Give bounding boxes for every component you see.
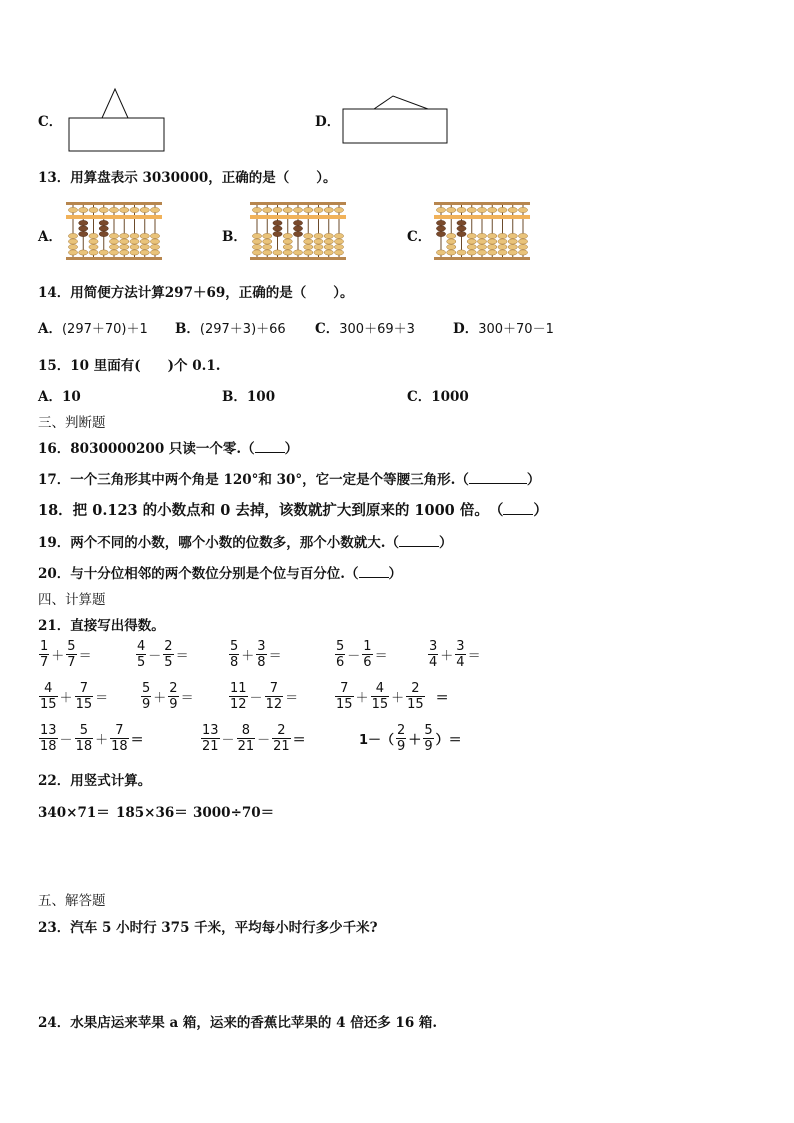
fraction: $\frac{5}{6}$ [336, 639, 345, 670]
answer-blank[interactable] [469, 471, 527, 484]
section-4-title: 四、计算题 [38, 592, 106, 608]
option-c-label[interactable]: C． [38, 114, 63, 130]
q14-option-c[interactable] [315, 317, 415, 337]
question-19 [38, 531, 453, 551]
fraction: $\frac{5}{7}$ [67, 639, 76, 670]
question-14: 14．用简便方法计算297＋69，正确的是（ ）。 [38, 285, 354, 301]
fraction: $\frac{4}{5}$ [137, 639, 146, 670]
question-23: 23．汽车 5 小时行 375 千米，平均每小时行多少千米? [38, 920, 378, 936]
fraction-expr-r1-5 [427, 639, 482, 670]
fraction: $\frac{13}{21}$ [202, 723, 219, 754]
fraction: $\frac{5}{18}$ [75, 723, 93, 754]
fraction-expr-r2-2 [140, 681, 195, 712]
operator: ＋ [440, 649, 454, 664]
q22-item-2: 185×36＝ [116, 805, 188, 821]
fraction: $\frac{3}{4}$ [456, 639, 465, 670]
equals-sign: ＝ [180, 691, 194, 706]
question-17-text: 17．一个三角形其中两个角是 120°和 30°，它一定是个等腰三角形.（ [38, 472, 469, 488]
q22-item-1: 340×71＝ [38, 805, 110, 821]
fraction-expr-r3-3: 1－（ $\frac{2}{9}$ ＋ $\frac{5}{9}$ ）＝ [359, 723, 462, 754]
fraction: $\frac{7}{18}$ [111, 723, 128, 754]
fraction: $\frac{1}{6}$ [363, 639, 372, 670]
fraction: $\frac{4}{15}$ [40, 681, 57, 712]
fraction: $\frac{5}{9}$ [424, 723, 433, 754]
answer-blank[interactable] [399, 534, 439, 547]
operator: ＋ [59, 691, 73, 706]
fraction: $\frac{2}{9}$ [169, 681, 178, 712]
q14-option-b[interactable] [175, 317, 286, 337]
question-16-text: 16．8030000200 只读一个零.（ [38, 441, 255, 457]
answer-blank[interactable] [503, 502, 533, 515]
q15-option-b[interactable]: B．100 [222, 389, 276, 405]
equals-sign: ＝ [95, 691, 109, 706]
fraction: $\frac{2}{21}$ [273, 723, 290, 754]
answer-blank[interactable] [359, 565, 389, 578]
fraction: $\frac{2}{5}$ [164, 639, 173, 670]
option-d-shape [340, 93, 450, 147]
fraction: $\frac{5}{9}$ [142, 681, 151, 712]
equals-sign: ＝ [78, 649, 92, 664]
question-20 [38, 562, 402, 582]
operator: － [148, 649, 162, 664]
q13-option-c-label[interactable]: C． [407, 229, 432, 245]
question-22: 22．用竖式计算。 [38, 773, 152, 789]
fraction: $\frac{11}{12}$ [230, 681, 247, 712]
question-19-text: 19．两个不同的小数，哪个小数的位数多，那个小数就大.（ [38, 535, 399, 551]
fraction: $\frac{5}{8}$ [230, 639, 239, 670]
abacus-b [250, 200, 346, 262]
q14-option-a[interactable] [38, 317, 148, 337]
equals-sign: ＝ [175, 649, 189, 664]
question-18 [38, 499, 548, 520]
q14-option-a-expr: (297＋70)＋1 [61, 322, 148, 337]
question-24: 24．水果店运来苹果 a 箱，运来的香蕉比苹果的 4 倍还多 16 箱. [38, 1015, 438, 1031]
q14-option-a-label: A． [38, 321, 62, 337]
equals-sign: ＝ [268, 649, 282, 664]
close-paren: ） [533, 502, 548, 519]
q14-option-c-label: C． [315, 321, 340, 337]
operator: － [249, 691, 263, 706]
question-16 [38, 437, 298, 457]
equals-sign: ＝ [467, 649, 481, 664]
abacus-c [434, 200, 530, 262]
equals-sign: ＝ [285, 691, 299, 706]
fraction: $\frac{7}{15}$ [75, 681, 93, 712]
operator: ＋ [51, 649, 65, 664]
fraction-expr-r3-1: $\frac{13}{18}$ － $\frac{5}{18}$ ＋ $\frac{7}{18}$ ＝ [40, 723, 144, 754]
close-paren: ） [284, 441, 299, 457]
q22-item-3: 3000÷70＝ [193, 805, 275, 821]
fraction-expr-r1-2 [135, 639, 190, 670]
close-paren: ） [439, 535, 453, 551]
q14-option-d[interactable] [453, 317, 554, 337]
operator: － [347, 649, 361, 664]
option-c-shape [66, 86, 166, 154]
fraction: $\frac{2}{15}$ [407, 681, 424, 712]
abacus-a [66, 200, 162, 262]
q15-option-a[interactable]: A．10 [38, 389, 81, 405]
close-paren: ） [388, 566, 402, 582]
q13-option-a-label[interactable]: A． [38, 229, 62, 245]
q13-option-b-label[interactable]: B． [222, 229, 247, 245]
q14-option-c-expr: 300＋69＋3 [339, 322, 415, 337]
operator: ＋ [153, 691, 167, 706]
close-paren: ） [526, 472, 541, 488]
option-d-label[interactable]: D． [315, 114, 341, 130]
fraction-expr-r2-4: $\frac{7}{15}$ ＋ $\frac{4}{15}$ ＋ $\frac{2}{15}$ ＝ [336, 681, 449, 712]
fraction-expr-r3-2: $\frac{13}{21}$ － $\frac{8}{21}$ － $\frac{2}{21}$ ＝ [202, 723, 306, 754]
q15-option-c[interactable]: C．1000 [407, 389, 469, 405]
fraction: $\frac{7}{12}$ [265, 681, 283, 712]
q14-option-b-expr: (297＋3)＋66 [199, 322, 286, 337]
question-21: 21．直接写出得数。 [38, 618, 165, 634]
fraction-expr-r1-1 [38, 639, 93, 670]
section-5-title: 五、解答题 [38, 893, 106, 909]
q14-option-b-label: B． [175, 321, 200, 337]
fraction: $\frac{3}{8}$ [257, 639, 266, 670]
fraction-expr-r2-1 [38, 681, 109, 712]
equals-sign: ＝ [374, 649, 388, 664]
fraction-expr-r1-3 [228, 639, 283, 670]
fraction: $\frac{2}{9}$ [397, 723, 406, 754]
q14-option-d-label: D． [453, 321, 479, 337]
section-3-title: 三、判断题 [38, 415, 106, 431]
question-17 [38, 468, 540, 488]
fraction: $\frac{8}{21}$ [237, 723, 255, 754]
question-13: 13．用算盘表示 3030000，正确的是（ ）。 [38, 170, 337, 186]
fraction-expr-r2-3 [228, 681, 299, 712]
fraction: $\frac{13}{18}$ [40, 723, 57, 754]
fraction: $\frac{3}{4}$ [429, 639, 438, 670]
answer-blank[interactable] [255, 440, 285, 453]
fraction-expr-r1-4 [334, 639, 389, 670]
fraction: $\frac{1}{7}$ [40, 639, 49, 670]
question-18-text: 18．把 0.123 的小数点和 0 去掉，该数就扩大到原来的 1000 倍。 （ [38, 502, 504, 519]
fraction: $\frac{7}{15}$ [336, 681, 353, 712]
operator: ＋ [241, 649, 255, 664]
q14-option-d-expr: 300＋70－1 [478, 322, 554, 337]
question-15: 15．10 里面有( )个 0.1. [38, 358, 221, 374]
question-20-text: 20．与十分位相邻的两个数位分别是个位与百分位.（ [38, 566, 359, 582]
fraction: $\frac{4}{15}$ [371, 681, 389, 712]
